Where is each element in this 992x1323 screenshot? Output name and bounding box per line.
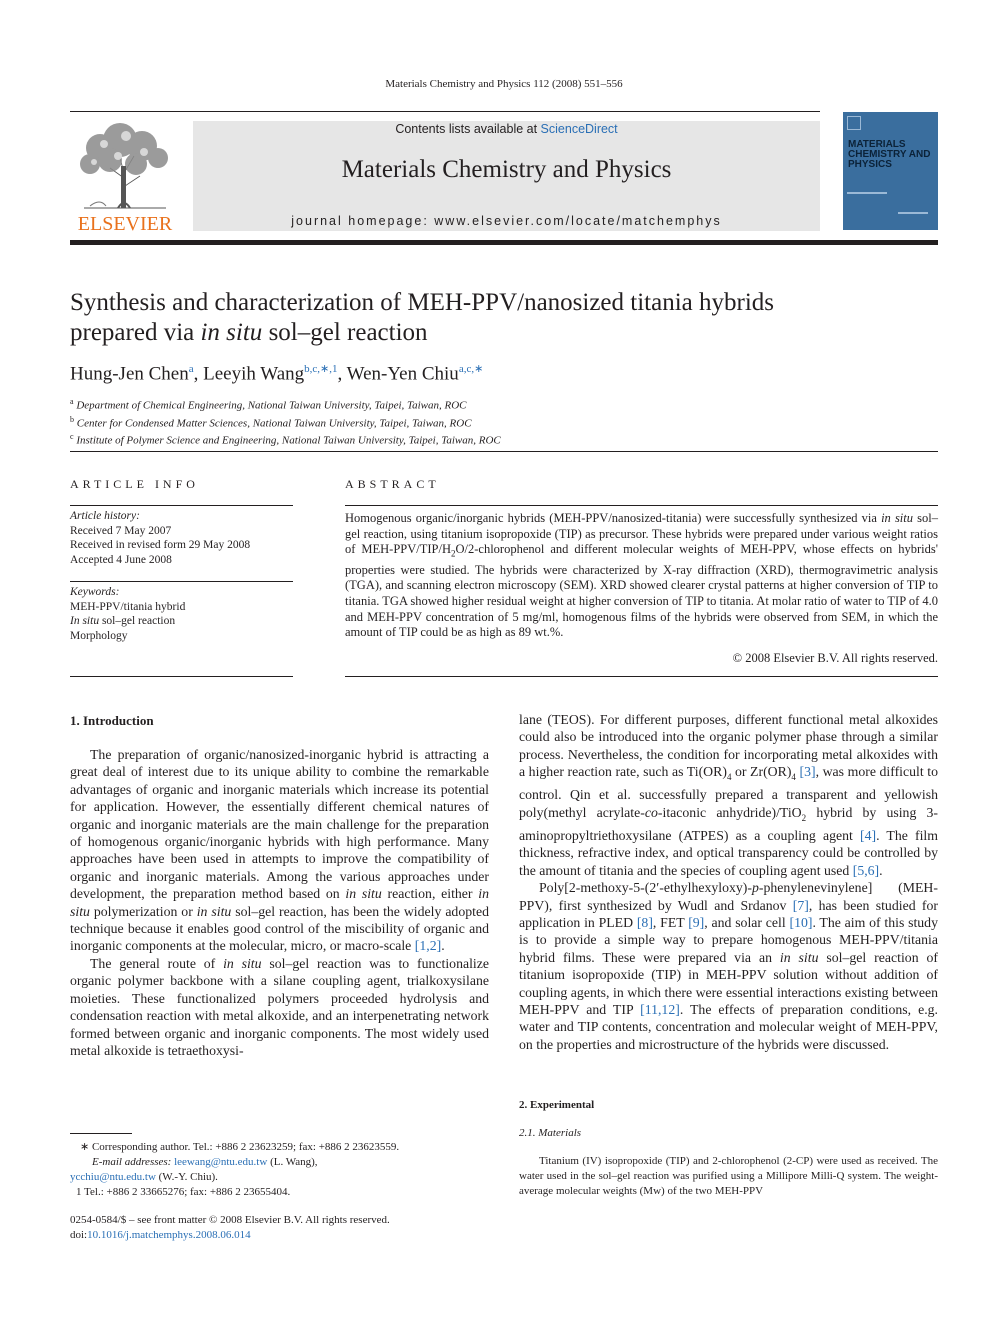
author-footnote: 1 Tel.: +886 2 33665276; fax: +886 2 23655404. [76,1186,291,1198]
title-text: prepared via [70,319,201,346]
affiliation-mark: b [70,414,74,424]
cover-line [898,212,928,214]
email-link[interactable]: ycchiu@ntu.edu.tw [70,1171,156,1183]
body-text: . [879,862,883,878]
emphasis: in situ [345,886,382,902]
doi-line [70,1228,489,1243]
affiliation-item [70,413,501,431]
emphasis: in situ [196,903,232,919]
contents-line [193,122,820,136]
abstract-rule [345,505,938,506]
author-affiliation-mark[interactable]: a [188,363,194,375]
author-name[interactable]: Wen-Yen Chiu [346,363,459,385]
affiliation-text: Center for Condensed Matter Sciences, National Taiwan University, Taipei, Taiwan, ROC [76,417,472,430]
corresponding-author-note: ∗ Corresponding author. Tel.: +886 2 23623259; fax: +886 2 23623559. [80,1141,400,1153]
accepted-date: Accepted 4 June 2008 [70,553,172,566]
contents-prefix: Contents lists available at [395,122,541,136]
article-info-rule [70,676,293,677]
author-affiliation-mark[interactable]: a,c,∗ [458,363,484,375]
body-text: . The film thickness, refractive index, and optical transparency could be controlled by the amount of titania and the species of coupling agent used [519,827,938,878]
body-text: reaction, either [381,886,479,902]
cover-title-line: MATERIALS [848,139,906,150]
keyword-item: MEH-PPV/titania hybrid [70,600,186,613]
subscript: 4 [726,771,732,782]
title-emphasis: in situ [200,319,263,346]
abstract-emphasis: in situ [881,511,914,525]
masthead-rule [70,240,938,245]
body-text: , FET [652,914,689,930]
abstract-text: sol–gel reaction, using titanium isopropoxide (TIP) as precursor. These hybrids were prepared under various weight ratios of MEH-PPV/TIP/H [345,511,938,557]
email-owner: (L. Wang), [267,1156,318,1168]
email-line [70,1170,489,1185]
article-title [70,288,930,348]
author-name[interactable]: Hung-Jen Chen [70,363,189,385]
affiliations-rule [70,451,938,452]
footnotes [70,1140,489,1200]
body-text: sol–gel reaction was to functionalize organic polymer backbone with a silane coupling agent, trialkoxysilane moieties. These functionalized polymers proceeded hydrolysis and condensation reaction with metal alkoxide, and an interpenetrating network formed between organic and inorganic components. The most widely used metal alkoxide is tetraethoxysi- [70,955,490,1058]
title-line-1: Synthesis and characterization of MEH-PPV/nanosized titania hybrids [70,289,775,316]
subsection-heading-materials: 2.1. Materials [519,1127,582,1139]
body-text: polymerization or [89,903,197,919]
email-line [70,1155,489,1170]
subscript: 2 [801,812,807,823]
affiliation-text: Department of Chemical Engineering, National Taiwan University, Taipei, Taiwan, ROC [76,399,467,412]
affiliation-mark: a [70,397,74,406]
keyword-text: sol–gel reaction [99,615,176,627]
body-text: lane (TEOS). For different purposes, different functional metal alkoxides could also be introduced into the organic polymer phase through a similar process. Nevertheless, the condition for incorporating metal alkoxides with a higher reaction rate, such as Ti(OR) [519,712,938,780]
citation-link[interactable]: [8] [636,914,653,930]
body-text: , has been studied for application in PLED [519,897,938,930]
body-text: sol–gel reaction, has been the widely adopted technique because it enables good control of the miscibility of organic and inorganic components at the molecular, micro, or macro-scale [70,903,489,954]
citation-link[interactable]: [3] [799,764,816,780]
paragraph [519,879,938,1053]
paragraph [519,711,938,879]
citation-link[interactable]: [11,12] [640,1002,680,1017]
email-link[interactable]: leewang@ntu.edu.tw [174,1156,268,1168]
elsevier-logo[interactable] [70,118,180,234]
paragraph [70,955,489,1059]
subscript: 4 [791,771,796,782]
article-info-heading: ARTICLE INFO [70,477,199,491]
body-text: sol–gel reaction of titanium isopropoxide (TIP) in MEH-PPV solution without addition of coupling agents, in which there were essential interactions existing between MEH-PPV and TIP [519,949,939,1017]
affiliation-item [70,430,501,448]
body-text: , was more difficult to control. Qin et al. successfully prepared a transparent and yellowish poly(methyl acrylate- [519,764,938,820]
issn-line: 0254-0584/$ – see front matter © 2008 Elsevier B.V. All rights reserved. [70,1214,390,1226]
abstract-copyright: © 2008 Elsevier B.V. All rights reserved. [732,651,938,665]
publisher-name: ELSEVIER [77,213,173,235]
article-history [70,509,293,567]
body-text: . The aim of this study is to provide a simple way to prepare homogenous MEH-PPV/titania hybrid films. These were prepared via an [519,914,938,965]
cover-emblem-icon [847,116,861,130]
abstract-rule [345,676,938,677]
body-text: The general route of [90,955,224,971]
author-list: Hung-Jen Chen$^a$, Leeyih Wang$^{b,c,∗,1}$, Wen-Yen Chiu$^{a,c,∗}$ [70,363,484,385]
materials-paragraph: Titanium (IV) isopropoxide (TIP) and 2-chlorophenol (2-CP) were used as received. The water used in the sol–gel reaction was purified using a Millipore Milli-Q system. The weight-average molecular weights (Mw) of the two MEH-PPV [519,1155,938,1197]
subscript: 2 [451,548,456,559]
title-line-2 [70,318,930,348]
running-head: Materials Chemistry and Physics 112 (2008) 551–556 [385,78,623,90]
abstract-text: O/2-chlorophenol and different molecular weights of MEH-PPV, whose effects on hybrids' properties were studied. The hybrids were characterized by X-ray diffraction (XRD), thermogravimetric analysis (TGA), and scanning electron microscopy (SEM). XRD showed clearer crystal patterns at higher conversion of TIP to titania. TGA showed higher residual weight at higher conversion of TIP to titania. At molar ratio of water to TIP of 4.0 and MEH-PPV concentration of 5 mg/ml, homogenous films of the hybrids were observed from SEM, in which the amount of TIP could be as high as 89 wt.%. [345,542,938,640]
article-info-rule [70,581,293,582]
email-owner: (W.-Y. Chiu). [155,1171,218,1183]
emphasis: in situ [779,949,819,965]
title-text: sol–gel reaction [262,319,428,346]
abstract-text: Homogenous organic/inorganic hybrids (MEH-PPV/nanosized-titania) were successfully synthesized via [345,511,877,525]
keyword-emphasis: In situ [70,615,100,627]
author-affiliation-mark[interactable]: b,c,∗,1 [304,363,338,375]
body-text: . [441,938,445,954]
body-text: Poly[2-methoxy-5-(2′-ethylhexyloxy)- [539,880,752,896]
keywords-label: Keywords: [70,586,120,598]
citation-link[interactable]: [4] [859,827,877,843]
header-rule [70,111,820,112]
citation-link[interactable]: [9] [688,914,705,930]
body-text: . The effects of preparation conditions, e.g. water and TIP contents, concentration and molecular weight of MEH-PPV, on the properties and microstructure of the hybrids were discussed. [519,1002,938,1052]
body-text: , and solar cell [704,914,790,930]
keywords [70,585,293,643]
citation-link[interactable]: [7] [792,897,809,913]
emphasis: co [644,804,658,820]
article-info-rule [70,505,293,506]
body-text: -phenylenevinylene] (MEH-PPV), first synthesized by Wudl and Srdanov [519,880,938,913]
affiliation-mark: c [70,432,74,442]
cover-title-line: CHEMISTRY AND [848,149,931,160]
cover-line [847,192,887,194]
received-date: Received 7 May 2007 [70,524,172,537]
emphasis: in situ [70,886,489,919]
abstract-heading: ABSTRACT [345,477,440,491]
doi-link[interactable]: 10.1016/j.matchemphys.2008.06.014 [87,1229,251,1241]
section-heading-experimental: 2. Experimental [519,1099,595,1111]
introduction-body [70,746,489,1059]
paragraph [70,746,489,955]
body-text: The preparation of organic/nanosized-inorganic hybrid is attracting a great deal of interest due to its unique ability to combine the remarkable advantages of organic and inorganic materials which increase its potential for application. However, the essentially different chemical natures of organic and inorganic materials are the main challenge for the preparation of homogenous organic/inorganic hybrids with high performance. Many approaches have been used in attempts to improve the compatibility of organic and inorganic materials. Among the various approaches under development, the preparation method based on [70,747,489,902]
journal-title: Materials Chemistry and Physics [341,156,672,183]
doi-label: doi: [70,1229,88,1241]
citation-link[interactable]: [5,6] [852,862,880,878]
citation-link[interactable]: [10] [789,914,813,930]
cover-title-line: PHYSICS [848,159,892,170]
email-label: E-mail addresses: [92,1156,172,1168]
affiliations [70,395,501,448]
sciencedirect-link[interactable]: ScienceDirect [540,122,618,136]
section-heading-introduction: 1. Introduction [70,713,154,728]
revised-date: Received in revised form 29 May 2008 [70,539,251,551]
affiliation-item [70,395,501,413]
abstract-body [345,511,938,641]
citation-link[interactable]: [1,2] [414,938,442,954]
emphasis: in situ [223,955,262,971]
emphasis: p [752,880,759,896]
body-text: hybrid by using 3-aminopropyltriethoxysilane (ATPES) as a coupling agent [519,804,939,843]
affiliation-text: Institute of Polymer Science and Engineering, National Taiwan University, Taipei, Taiwan, ROC [76,434,501,447]
history-label: Article history: [70,510,140,522]
journal-cover-thumbnail[interactable] [843,112,938,230]
right-column-body [519,711,938,1053]
keyword-item: Morphology [70,629,128,642]
footnote-rule [70,1133,132,1134]
author-name[interactable]: Leeyih Wang [203,363,305,385]
journal-homepage-link[interactable]: journal homepage: www.elsevier.com/locate/matchemphys [291,214,722,228]
publication-info [70,1213,489,1243]
body-text: -itaconic anhydride)/TiO [657,804,802,820]
keyword-item [70,614,293,629]
cover-title [848,140,938,170]
body-text: or Zr(OR) [731,764,792,780]
